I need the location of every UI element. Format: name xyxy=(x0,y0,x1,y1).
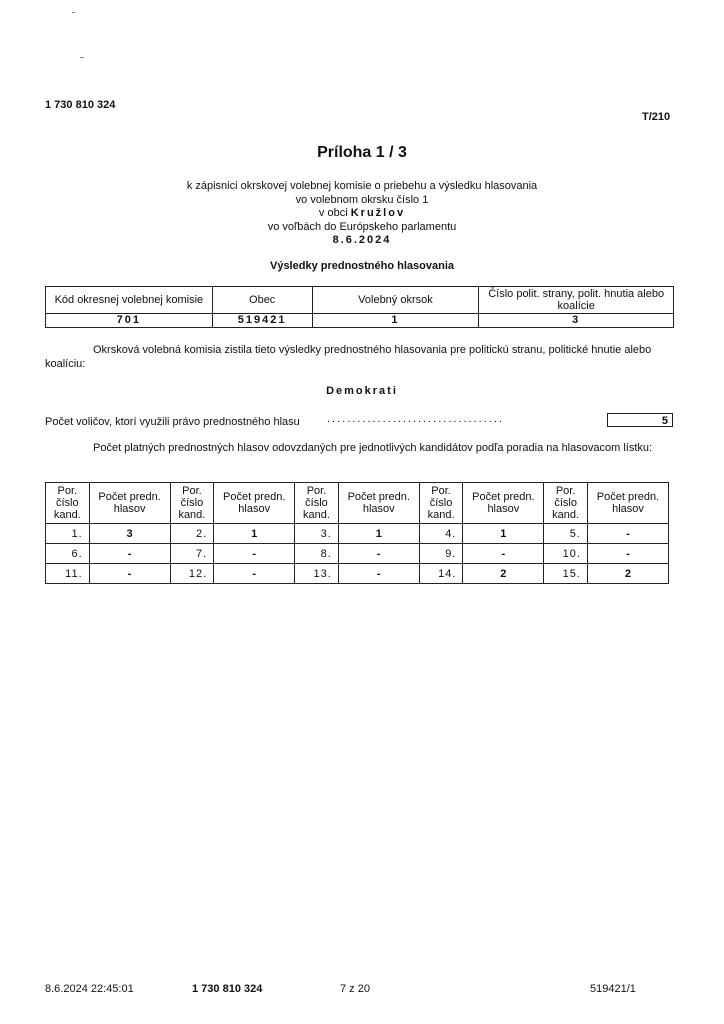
info-header-cell: Číslo polit. strany, polit. hnutia alebo koalície xyxy=(479,287,674,314)
footer-document-id: 1 730 810 324 xyxy=(192,983,263,995)
votes-header: Počet predn. hlasov xyxy=(463,483,544,524)
candidate-number-cell: 11. xyxy=(46,564,90,584)
municipality-prefix: v obci xyxy=(318,207,348,219)
subtitle-line: vo voľbách do Európskeho parlamentu xyxy=(267,220,457,233)
candidate-votes-cell: - xyxy=(463,544,544,564)
info-value-cell: 3 xyxy=(479,314,674,328)
candidate-number-cell: 12. xyxy=(170,564,214,584)
votes-header: Počet predn. hlasov xyxy=(338,483,419,524)
subtitle-line: vo volebnom okrsku číslo 1 xyxy=(295,193,429,206)
candidate-number-cell: 5. xyxy=(544,524,588,544)
candidate-table-header-row xyxy=(46,483,669,524)
info-table xyxy=(45,286,674,328)
voters-count: 5 xyxy=(607,413,673,427)
info-header-cell: Volebný okrsok xyxy=(312,287,479,314)
table-row xyxy=(46,564,669,584)
candidate-votes-cell: - xyxy=(214,544,295,564)
candidate-number-cell: 3. xyxy=(295,524,339,544)
candidate-number-cell: 10. xyxy=(544,544,588,564)
candidate-votes-cell: - xyxy=(89,544,170,564)
candidate-votes-cell: - xyxy=(338,544,419,564)
election-date: 8.6.2024 xyxy=(332,234,392,246)
candidate-number-cell: 2. xyxy=(170,524,214,544)
candidate-votes-cell: - xyxy=(214,564,295,584)
candidate-number-cell: 14. xyxy=(419,564,463,584)
page-number: 7 z 20 xyxy=(340,983,370,995)
candidate-number-header: Por. číslo kand. xyxy=(295,483,339,524)
candidate-number-cell: 1. xyxy=(46,524,90,544)
info-header-cell: Kód okresnej volebnej komisie xyxy=(46,287,213,314)
candidate-table xyxy=(45,482,669,584)
candidate-number-cell: 7. xyxy=(170,544,214,564)
document-id: 1 730 810 324 xyxy=(45,99,116,111)
voters-label: Počet voličov, ktorí využili právo prednostného hlasu xyxy=(45,416,300,428)
candidate-votes-cell: 1 xyxy=(214,524,295,544)
candidate-number-cell: 6. xyxy=(46,544,90,564)
footer-code: 519421/1 xyxy=(590,983,636,995)
form-code: T/210 xyxy=(642,111,671,123)
info-value-cell: 1 xyxy=(312,314,479,328)
candidate-votes-cell: - xyxy=(338,564,419,584)
candidate-votes-cell: 2 xyxy=(587,564,668,584)
candidate-votes-cell: - xyxy=(587,544,668,564)
votes-header: Počet predn. hlasov xyxy=(89,483,170,524)
footer-datetime: 8.6.2024 22:45:01 xyxy=(45,983,134,995)
party-name: Demokrati xyxy=(326,385,398,397)
voters-row xyxy=(45,413,675,429)
subtitle-line xyxy=(0,207,724,221)
candidate-number-cell: 8. xyxy=(295,544,339,564)
dot-leader: ................................... xyxy=(327,413,504,425)
candidate-votes-cell: 1 xyxy=(463,524,544,544)
candidate-number-header: Por. číslo kand. xyxy=(544,483,588,524)
candidate-number-cell: 15. xyxy=(544,564,588,584)
votes-header: Počet predn. hlasov xyxy=(214,483,295,524)
info-value-cell: 519421 xyxy=(212,314,312,328)
candidate-number-header: Por. číslo kand. xyxy=(46,483,90,524)
table-row xyxy=(46,524,669,544)
section-title: Výsledky prednostného hlasovania xyxy=(269,260,454,272)
candidate-number-header: Por. číslo kand. xyxy=(170,483,214,524)
candidate-votes-paragraph: Počet platných prednostných hlasov odovzdaných pre jednotlivých kandidátov podľa poradia na hlasovacom lístku: xyxy=(93,442,653,454)
municipality-name: Kružlov xyxy=(350,207,406,219)
candidate-number-cell: 13. xyxy=(295,564,339,584)
results-intro-paragraph: Okrsková volebná komisia zistila tieto výsledky prednostného hlasovania pre politickú stranu, politické hnutie alebo koalíciu: xyxy=(45,344,652,370)
scan-mark xyxy=(72,12,75,13)
candidate-votes-cell: - xyxy=(89,564,170,584)
candidate-number-cell: 9. xyxy=(419,544,463,564)
page-title: Príloha 1 / 3 xyxy=(317,144,407,161)
table-row xyxy=(46,544,669,564)
candidate-number-header: Por. číslo kand. xyxy=(419,483,463,524)
candidate-votes-cell: - xyxy=(587,524,668,544)
info-table-header-row xyxy=(46,287,674,314)
info-table-value-row xyxy=(46,314,674,328)
info-value-cell: 701 xyxy=(46,314,213,328)
candidate-votes-cell: 2 xyxy=(463,564,544,584)
votes-header: Počet predn. hlasov xyxy=(587,483,668,524)
info-header-cell: Obec xyxy=(212,287,312,314)
candidate-votes-cell: 3 xyxy=(89,524,170,544)
subtitle-line: k zápisnici okrskovej volebnej komisie o priebehu a výsledku hlasovania xyxy=(186,180,538,192)
scan-mark xyxy=(80,57,84,58)
candidate-table-body xyxy=(46,483,669,584)
subtitle-block xyxy=(0,180,724,248)
candidate-votes-cell: 1 xyxy=(338,524,419,544)
candidate-number-cell: 4. xyxy=(419,524,463,544)
